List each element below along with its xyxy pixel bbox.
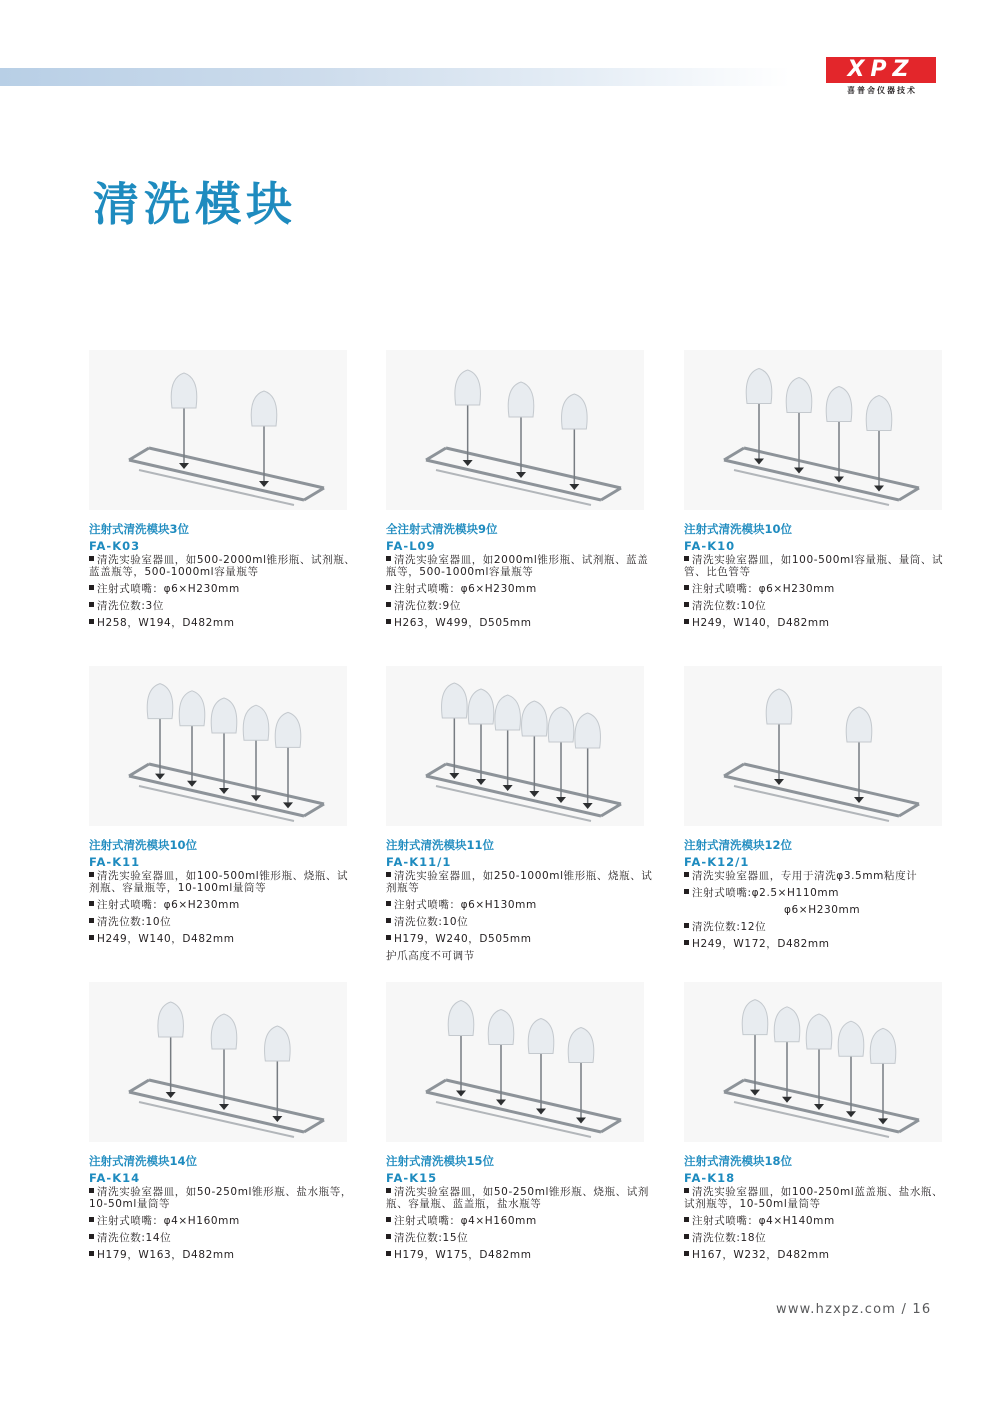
bullet-square-icon [684,619,689,624]
product-card [684,350,954,629]
bullet-square-icon [684,940,689,945]
spec-line [386,583,656,595]
spec-text: 清洗位数:10位 [97,916,172,928]
spec-text: 注射式喷嘴：φ4×H140mm [692,1215,835,1227]
spec-line [386,1186,656,1210]
product-name: 注射式清洗模块3位 [89,522,190,536]
bullet-square-icon [89,619,94,624]
bullet-square-icon [89,556,94,561]
spec-text: 注射式喷嘴：φ6×H230mm [692,583,835,595]
product-photo [684,666,942,826]
spec-text: 注射式喷嘴：φ4×H160mm [394,1215,537,1227]
footer-url-page: www.hzxpz.com / 16 [776,1302,932,1317]
bullet-square-icon [386,872,391,877]
product-photo [89,666,347,826]
spec-line [684,870,954,882]
spec-text: 清洗位数:15位 [394,1232,469,1244]
spec-text: 清洗位数:14位 [97,1232,172,1244]
product-photo [386,350,644,510]
bullet-square-icon [386,619,391,624]
logo-subtitle: 喜普舍仪器技术 [847,86,917,95]
bullet-square-icon [386,935,391,940]
spec-text: 清洗实验室器皿，如50-250ml锥形瓶、烧瓶、试剂瓶、容量瓶、蓝盖瓶，盐水瓶等 [386,1186,649,1210]
spec-text: H263，W499，D505mm [394,617,532,629]
spec-text: H167，W232，D482mm [692,1249,830,1261]
spec-text: 清洗实验室器皿，专用于清洗φ3.5mm粘度计 [692,870,918,882]
spec-line [386,870,656,894]
bullet-square-icon [684,1251,689,1256]
bullet-square-icon [89,872,94,877]
product-name: 注射式清洗模块12位 [684,838,793,852]
spec-text: 注射式喷嘴:φ2.5×H110mm [692,887,840,899]
product-card [684,982,954,1261]
spec-text: H249，W140，D482mm [692,617,830,629]
bullet-square-icon [386,602,391,607]
product-model: FA-K11/1 [386,855,452,869]
product-model: FA-L09 [386,539,436,553]
spec-line [89,617,359,629]
product-card [89,350,359,629]
spec-text: 清洗位数:10位 [394,916,469,928]
bullet-square-icon [89,901,94,906]
spec-line [89,1186,359,1210]
spec-line [684,938,954,950]
spec-text: 注射式喷嘴：φ6×H230mm [97,583,240,595]
spec-text: 注射式喷嘴：φ6×H130mm [394,899,537,911]
spec-line [386,1249,656,1261]
spec-text: 注射式喷嘴：φ6×H230mm [394,583,537,595]
spec-line [684,887,954,899]
bullet-square-icon [89,585,94,590]
bullet-square-icon [386,901,391,906]
bullet-square-icon [684,872,689,877]
spec-text: H179，W240，D505mm [394,933,532,945]
bullet-square-icon [89,602,94,607]
bullet-square-icon [89,935,94,940]
logo-mark: XPZ [826,57,936,83]
spec-line [89,554,359,578]
spec-text: 清洗实验室器皿，如500-2000ml锥形瓶、试剂瓶、蓝盖瓶等，500-1000ml容量瓶等 [89,554,356,578]
spec-line [684,1232,954,1244]
bullet-square-icon [386,1217,391,1222]
product-card [386,982,656,1261]
spec-text: 清洗实验室器皿，如100-500ml锥形瓶、烧瓶、试剂瓶、容量瓶等，10-100ml量筒等 [89,870,349,894]
rack-illustration [684,982,942,1142]
spec-text: 清洗位数:12位 [692,921,767,933]
rack-illustration [89,982,347,1142]
product-model: FA-K10 [684,539,736,553]
spec-line [386,1232,656,1244]
spec-text: 清洗实验室器皿，如100-500ml容量瓶、量筒、试管、比色管等 [684,554,944,578]
spec-line [89,1215,359,1227]
product-name: 注射式清洗模块14位 [89,1154,198,1168]
spec-text: H179，W175，D482mm [394,1249,532,1261]
spec-line [386,899,656,911]
bullet-square-icon [386,1234,391,1239]
spec-text: 清洗位数:10位 [692,600,767,612]
spec-line [89,600,359,612]
bullet-square-icon [386,556,391,561]
spec-line [684,904,954,916]
product-model: FA-K03 [89,539,141,553]
product-photo [386,982,644,1142]
spec-text: 护爪高度不可调节 [386,950,475,962]
product-photo [684,350,942,510]
rack-illustration [89,666,347,826]
spec-text: H249，W172，D482mm [692,938,830,950]
spec-line [89,899,359,911]
spec-line [684,554,954,578]
spec-text: 清洗位数:9位 [394,600,461,612]
spec-line [386,554,656,578]
spec-line [684,617,954,629]
spec-line [89,1232,359,1244]
product-card [89,982,359,1261]
spec-line [386,617,656,629]
product-name: 注射式清洗模块15位 [386,1154,495,1168]
spec-line [684,600,954,612]
rack-illustration [89,350,347,510]
product-model: FA-K12/1 [684,855,750,869]
bullet-square-icon [386,1251,391,1256]
product-name: 注射式清洗模块18位 [684,1154,793,1168]
product-name: 注射式清洗模块10位 [89,838,198,852]
spec-line [89,933,359,945]
bullet-square-icon [684,1217,689,1222]
spec-text: 清洗实验室器皿，如50-250ml锥形瓶、盐水瓶等，10-50ml量筒等 [89,1186,352,1210]
bullet-square-icon [684,556,689,561]
product-name: 注射式清洗模块10位 [684,522,793,536]
spec-line [684,1249,954,1261]
bullet-square-icon [684,923,689,928]
spec-text: 注射式喷嘴：φ6×H230mm [97,899,240,911]
spec-line [89,916,359,928]
product-card [684,666,954,950]
rack-illustration [684,350,942,510]
spec-line [684,1186,954,1210]
product-name: 全注射式清洗模块9位 [386,522,498,536]
product-photo [89,350,347,510]
spec-line [89,583,359,595]
bullet-square-icon [89,1217,94,1222]
bullet-square-icon [89,1234,94,1239]
product-photo [89,982,347,1142]
bullet-square-icon [684,1234,689,1239]
spec-line [684,921,954,933]
product-card [386,350,656,629]
rack-illustration [386,982,644,1142]
rack-illustration [684,666,942,826]
rack-illustration [386,350,644,510]
product-card [386,666,656,962]
spec-line [89,870,359,894]
bullet-square-icon [386,585,391,590]
spec-line [386,933,656,945]
product-model: FA-K11 [89,855,141,869]
bullet-square-icon [89,918,94,923]
rack-illustration [386,666,644,826]
header-band [0,68,790,86]
spec-line [386,1215,656,1227]
product-model: FA-K14 [89,1171,141,1185]
bullet-square-icon [684,602,689,607]
spec-line [386,600,656,612]
spec-line [386,916,656,928]
product-model: FA-K15 [386,1171,438,1185]
product-model: FA-K18 [684,1171,736,1185]
bullet-square-icon [386,918,391,923]
bullet-square-icon [89,1188,94,1193]
spec-text: 清洗实验室器皿，如100-250ml蓝盖瓶、盐水瓶、试剂瓶等，10-50ml量筒等 [684,1186,944,1210]
spec-text: 清洗实验室器皿，如250-1000ml锥形瓶、烧瓶、试剂瓶等 [386,870,653,894]
spec-text: 清洗位数:3位 [97,600,164,612]
product-name: 注射式清洗模块11位 [386,838,495,852]
spec-text: H179，W163，D482mm [97,1249,235,1261]
bullet-square-icon [684,889,689,894]
spec-line [89,1249,359,1261]
spec-text: 注射式喷嘴：φ4×H160mm [97,1215,240,1227]
bullet-square-icon [386,1188,391,1193]
product-photo [684,982,942,1142]
product-photo [386,666,644,826]
spec-text: 清洗位数:18位 [692,1232,767,1244]
spec-text: φ6×H230mm [784,904,861,916]
bullet-square-icon [684,1188,689,1193]
page-title: 清洗模块 [93,177,297,231]
spec-text: H249，W140，D482mm [97,933,235,945]
spec-line [386,950,656,962]
bullet-square-icon [89,1251,94,1256]
spec-line [684,583,954,595]
spec-text: H258，W194，D482mm [97,617,235,629]
bullet-square-icon [684,585,689,590]
product-card [89,666,359,945]
spec-line [684,1215,954,1227]
spec-text: 清洗实验室器皿，如2000ml锥形瓶、试剂瓶、蓝盖瓶等，500-1000ml容量瓶等 [386,554,649,578]
company-logo [826,57,938,101]
